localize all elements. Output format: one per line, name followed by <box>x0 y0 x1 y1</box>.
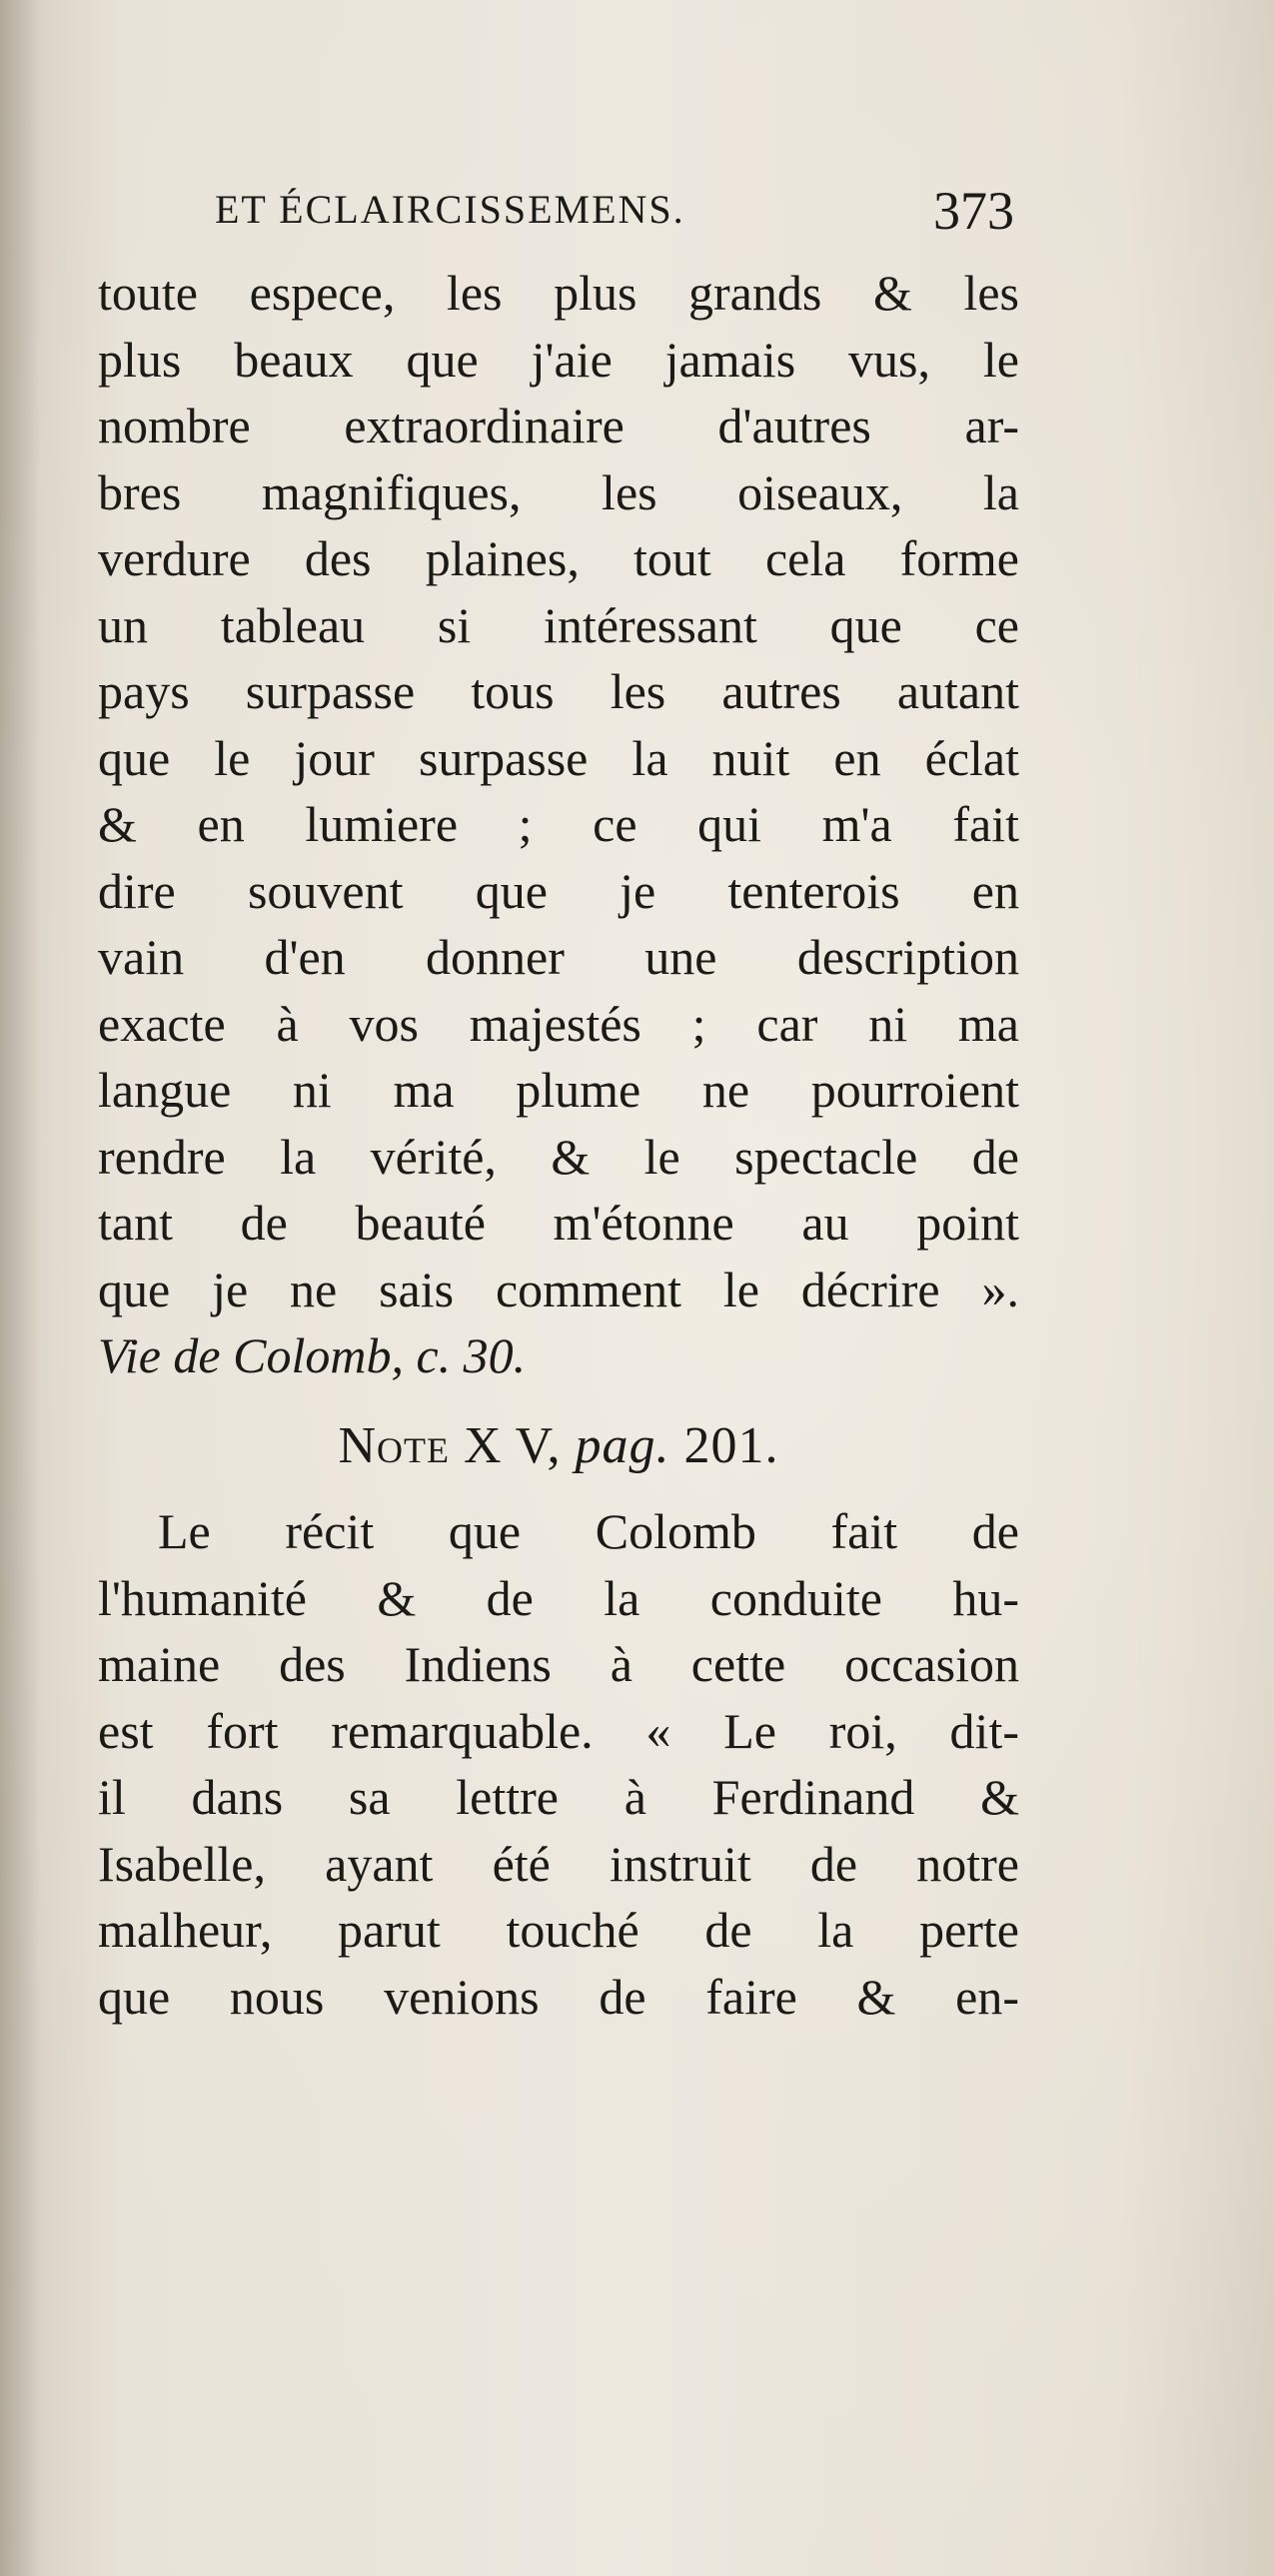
text-line: que nous venions de faire & en- <box>98 1968 1019 2025</box>
spine-shadow <box>0 0 40 2576</box>
running-head: ET ÉCLAIRCISSEMENS. <box>215 187 685 232</box>
note-heading <box>98 1416 1019 1475</box>
paragraph-continuation <box>98 260 1019 1389</box>
page-number: 373 <box>933 181 1014 241</box>
text-line: pays surpasse tous les autres autant <box>98 663 1019 719</box>
text-line: Le récit que Colomb fait de <box>158 1503 1019 1559</box>
note-label: Note <box>338 1417 451 1474</box>
text-line: Isabelle, ayant été instruit de notre <box>98 1835 1019 1892</box>
note-paragraph <box>98 1498 1019 2030</box>
text-line: vain d'en donner une description <box>98 929 1019 985</box>
text-line: dire souvent que je tenterois en <box>98 862 1019 919</box>
text-line: exacte à vos majestés ; car ni ma <box>98 995 1019 1052</box>
text-line: est fort remarquable. « Le roi, dit- <box>98 1702 1019 1759</box>
text-line: malheur, parut touché de la perte <box>98 1902 1019 1958</box>
text-line: plus beaux que j'aie jamais vus, le <box>98 331 1019 388</box>
text-line: rendre la vérité, & le spectacle de <box>98 1128 1019 1185</box>
text-line: nombre extraordinaire d'autres ar- <box>98 398 1019 453</box>
text-line: verdure des plaines, tout cela forme <box>98 530 1019 586</box>
text-line: un tableau si intéressant que ce <box>98 596 1019 653</box>
note-pag-abbrev: pag. <box>575 1417 670 1474</box>
text-line: tant de beauté m'étonne au point <box>98 1195 1019 1251</box>
note-page-ref: 201. <box>683 1417 779 1474</box>
page-header <box>215 181 1014 246</box>
citation-line: Vie de Colomb, c. 30. <box>98 1327 527 1383</box>
text-line: langue ni ma plume ne pourroient <box>98 1062 1019 1118</box>
text-line: toute espece, les plus grands & les <box>98 265 1019 321</box>
text-line: & en lumiere ; ce qui m'a fait <box>98 796 1019 852</box>
text-line: l'humanité & de la conduite hu- <box>98 1569 1019 1626</box>
text-line: bres magnifiques, les oiseaux, la <box>98 463 1019 520</box>
text-line: maine des Indiens à cette occasion <box>98 1636 1019 1692</box>
note-number: X V, <box>464 1417 562 1474</box>
text-line: il dans sa lettre à Ferdinand & <box>98 1769 1019 1825</box>
text-line: que le jour surpasse la nuit en éclat <box>98 729 1019 786</box>
text-line: que je ne sais comment le décrire ». <box>98 1261 1019 1317</box>
